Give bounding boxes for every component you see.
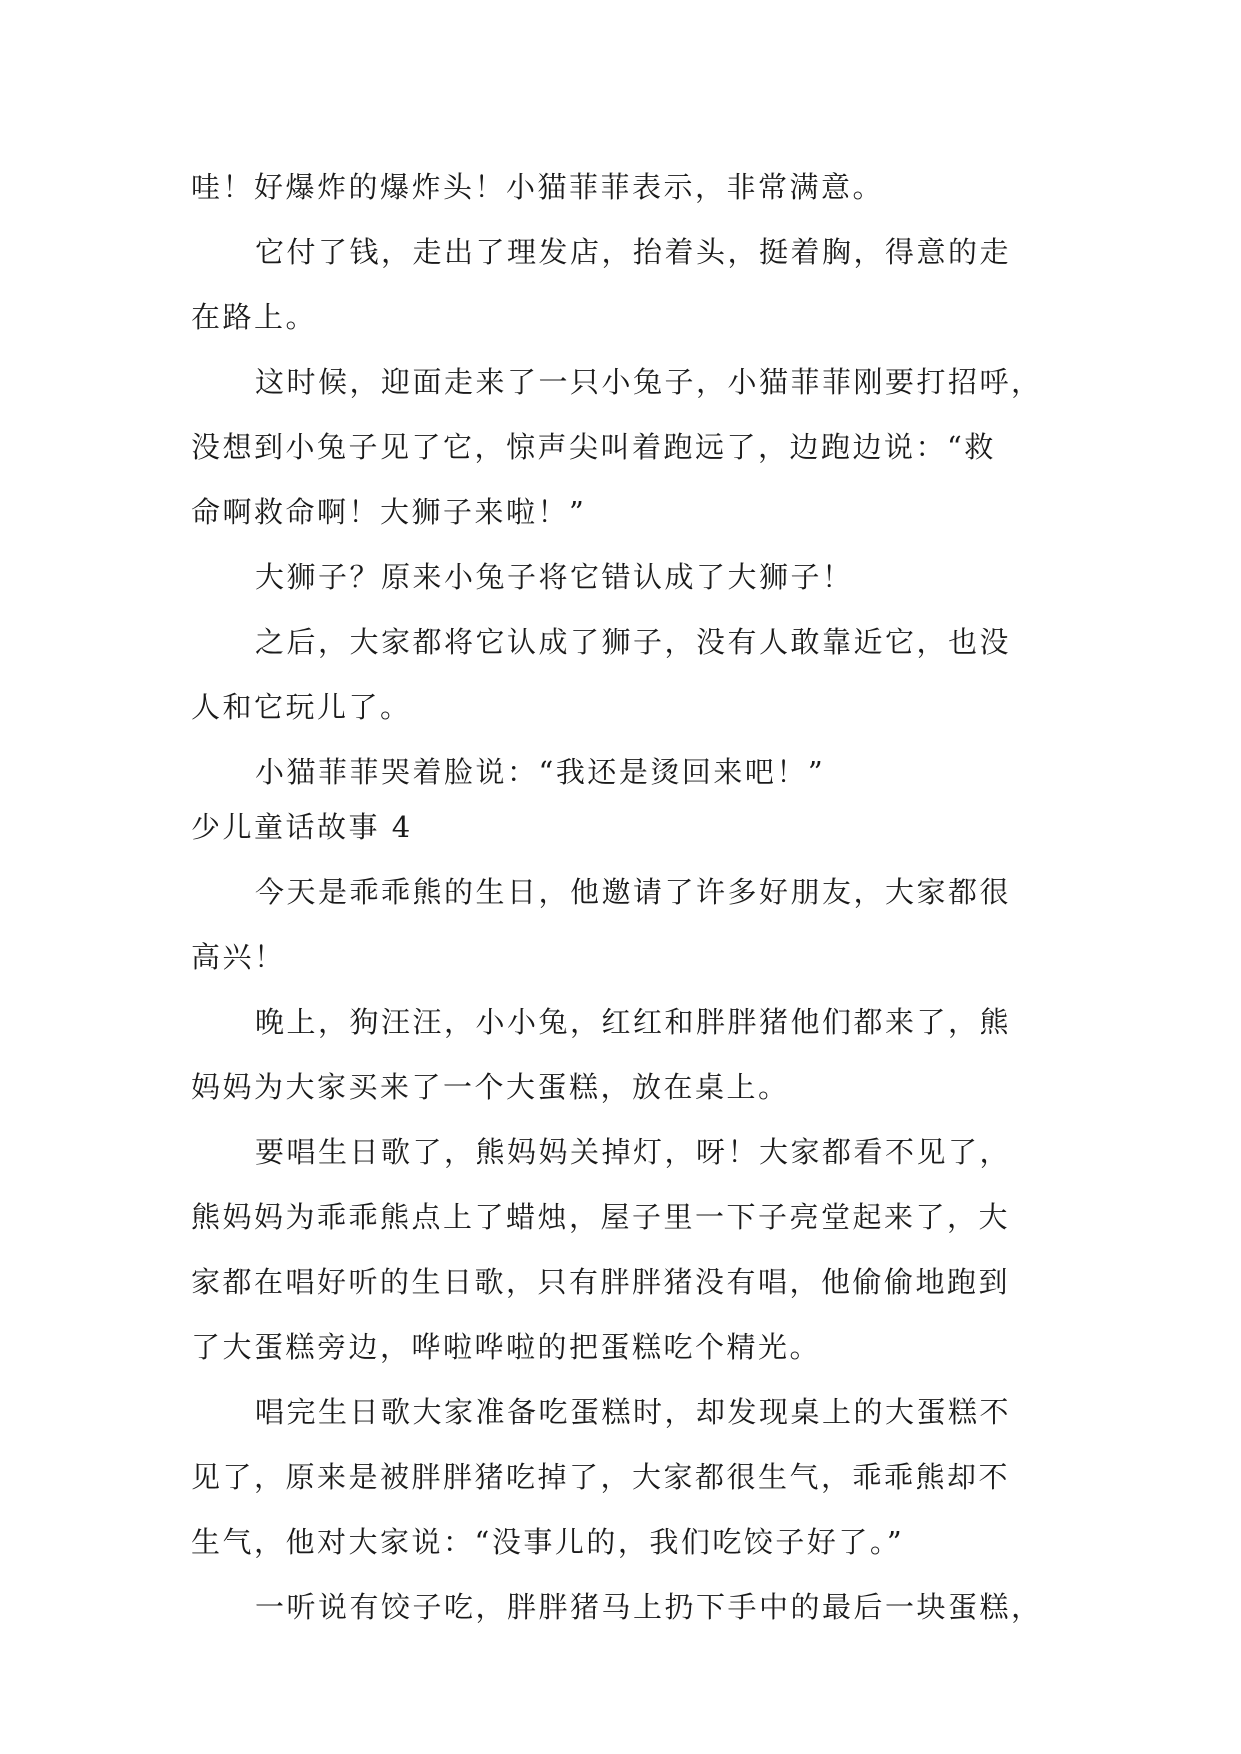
paragraph-line: 唱完生日歌大家准备吃蛋糕时，却发现桌上的大蛋糕不 xyxy=(255,1395,1012,1429)
paragraph-line: 今天是乖乖熊的生日，他邀请了许多好朋友，大家都很 xyxy=(255,875,1012,909)
paragraph-line: 命啊救命啊！大狮子来啦！” xyxy=(191,495,587,529)
paragraph-line: 一听说有饺子吃，胖胖猪马上扔下手中的最后一块蛋糕， xyxy=(255,1590,1043,1624)
paragraph-line: 见了，原来是被胖胖猪吃掉了，大家都很生气，乖乖熊却不 xyxy=(191,1460,1011,1494)
paragraph-line: 这时候，迎面走来了一只小兔子，小猫菲菲刚要打招呼， xyxy=(255,365,1043,399)
section-title: 少儿童话故事 4 xyxy=(191,810,413,844)
paragraph-line: 家都在唱好听的生日歌，只有胖胖猪没有唱，他偷偷地跑到 xyxy=(191,1265,1011,1299)
paragraph-line: 在路上。 xyxy=(191,300,318,334)
paragraph-line: 小猫菲菲哭着脸说：“我还是烫回来吧！” xyxy=(255,755,826,789)
paragraph-line: 生气，他对大家说：“没事儿的，我们吃饺子好了。” xyxy=(191,1525,905,1559)
paragraph-line: 没想到小兔子见了它，惊声尖叫着跑远了，边跑边说：“救 xyxy=(191,430,996,464)
paragraph-line: 大狮子？原来小兔子将它错认成了大狮子！ xyxy=(255,560,854,594)
paragraph-line: 晚上，狗汪汪，小小兔，红红和胖胖猪他们都来了，熊 xyxy=(255,1005,1012,1039)
paragraph-line: 要唱生日歌了，熊妈妈关掉灯，呀！大家都看不见了， xyxy=(255,1135,1012,1169)
paragraph-line: 之后，大家都将它认成了狮子，没有人敢靠近它，也没 xyxy=(255,625,1012,659)
paragraph-line: 它付了钱，走出了理发店，抬着头，挺着胸，得意的走 xyxy=(255,235,1012,269)
story4-section xyxy=(191,795,1061,1640)
paragraph-line: 妈妈为大家买来了一个大蛋糕，放在桌上。 xyxy=(191,1070,790,1104)
paragraph-line: 人和它玩儿了。 xyxy=(191,690,412,724)
story-part1-body xyxy=(191,155,1061,805)
paragraph-line: 哇！好爆炸的爆炸头！小猫菲菲表示，非常满意。 xyxy=(191,170,885,204)
paragraph-line: 高兴！ xyxy=(191,940,286,974)
paragraph-line: 熊妈妈为乖乖熊点上了蜡烛，屋子里一下子亮堂起来了，大 xyxy=(191,1200,1011,1234)
paragraph-line: 了大蛋糕旁边，哗啦哗啦的把蛋糕吃个精光。 xyxy=(191,1330,822,1364)
